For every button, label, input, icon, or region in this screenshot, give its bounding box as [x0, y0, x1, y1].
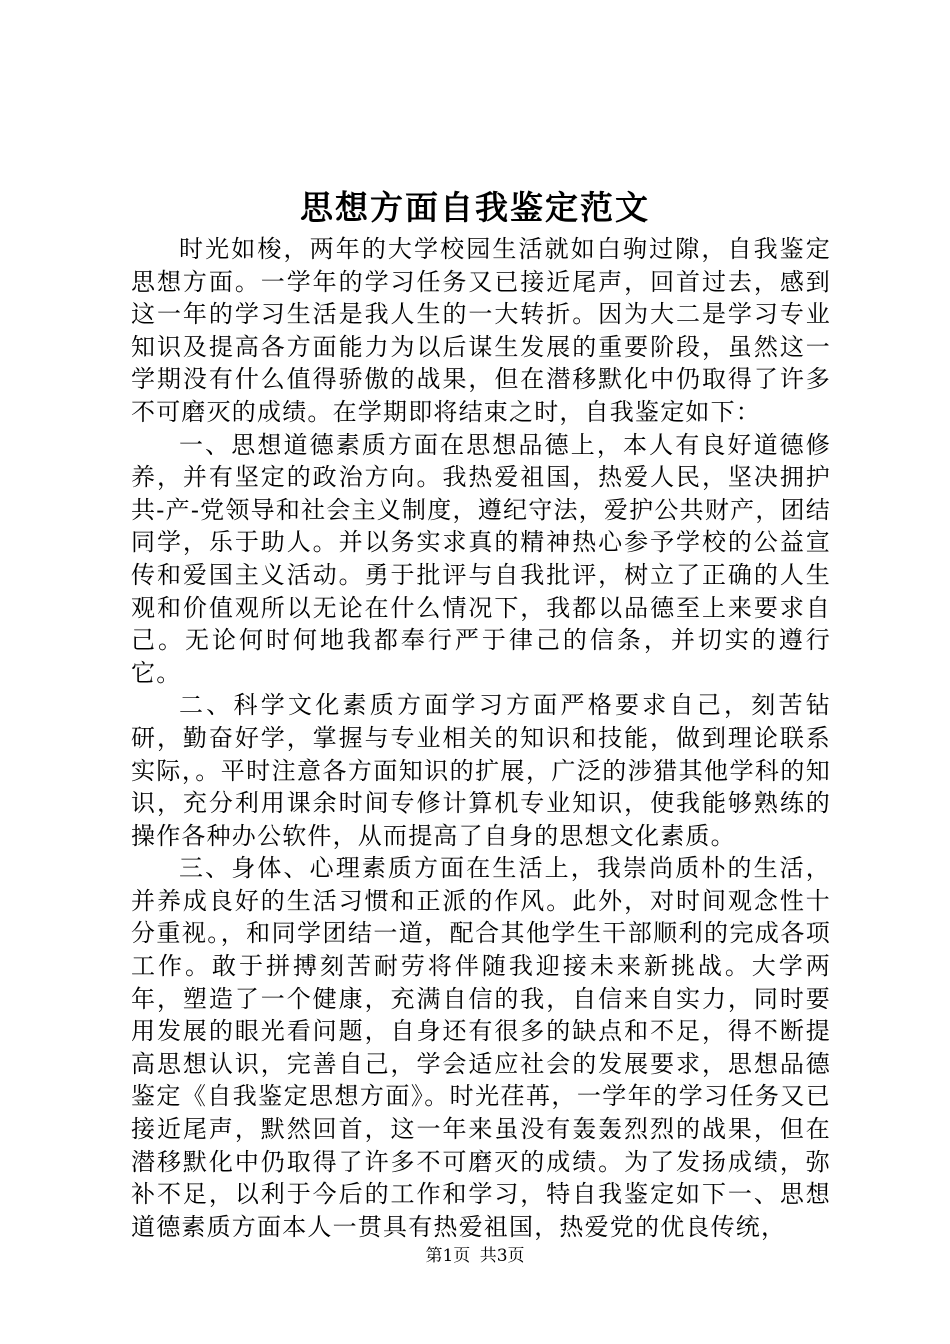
- paragraph-culture-quality: 二、科学文化素质方面学习方面严格要求自己，刻苦钻研，勤奋好学，掌握与专业相关的知识和技能，做到理论联系实际，。平时注意各方面知识的扩展，广泛的涉猎其他学科的知识，充分利用课余时间专修计算机专业知识，使我能够熟练的操作各种办公软件，从而提高了自身的思想文化素质。: [131, 691, 831, 850]
- page-footer: [0, 1245, 950, 1267]
- paragraph-moral-quality: 一、思想道德素质方面在思想品德上，本人有良好道德修养，并有坚定的政治方向。我热爱祖国，热爱人民，坚决拥护共-产-党领导和社会主义制度，遵纪守法，爱护公共财产，团结同学，乐于助人。并以务实求真的精神热心参予学校的公益宣传和爱国主义活动。勇于批评与自我批评，树立了正确的人生观和价值观所以无论在什么情况下，我都以品德至上来要求自己。无论何时何地我都奉行严于律己的信条，并切实的遵行它。: [131, 430, 831, 687]
- page-total: 共3页: [479, 1246, 525, 1266]
- paragraph-intro: 时光如梭，两年的大学校园生活就如白驹过隙，自我鉴定思想方面。一学年的学习任务又已接近尾声，回首过去，感到这一年的学习生活是我人生的一大转折。因为大二是学习专业知识及提高各方面能力为以后谋生发展的重要阶段，虽然这一学期没有什么值得骄傲的战果，但在潜移默化中仍取得了许多不可磨灭的成绩。在学期即将结束之时，自我鉴定如下：: [131, 235, 831, 426]
- page-number: 第1页: [425, 1246, 471, 1266]
- paragraph-physical-quality: 三、身体、心理素质方面在生活上，我崇尚质朴的生活，并养成良好的生活习惯和正派的作风。此外，对时间观念性十分重视。，和同学团结一道，配合其他学生干部顺利的完成各项工作。敢于拼搏刻苦耐劳将伴随我迎接未来新挑战。大学两年，塑造了一个健康，充满自信的我，自信来自实力，同时要用发展的眼光看问题，自身还有很多的缺点和不足，得不断提高思想认识，完善自己，学会适应社会的发展要求，思想品德鉴定《自我鉴定思想方面》。时光荏苒，一学年的学习任务又已接近尾声，默然回首，这一年来虽没有轰轰烈烈的战果，但在潜移默化中仍取得了许多不可磨灭的成绩。为了发扬成绩，弥补不足，以利于今后的工作和学习，特自我鉴定如下一、思想道德素质方面本人一贯具有热爱祖国，热爱党的优良传统，: [131, 854, 831, 1241]
- document-body: [131, 233, 831, 1243]
- document-title: 思想方面自我鉴定范文: [300, 188, 650, 227]
